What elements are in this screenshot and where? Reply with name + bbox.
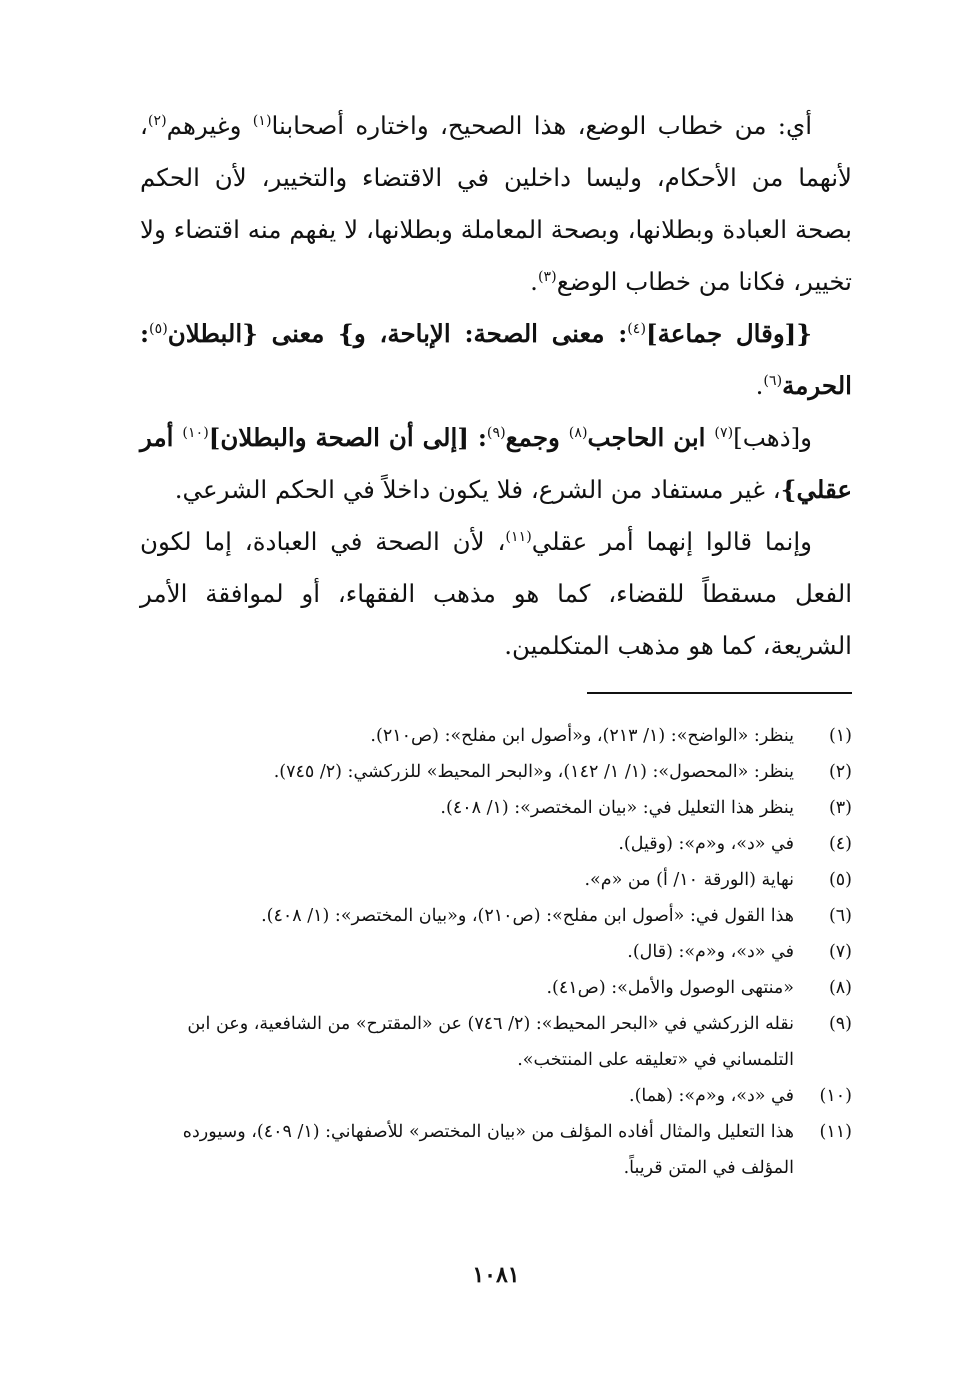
footnote-item (140, 754, 852, 790)
footnote-text: نقله الزركشي في «البحر المحيط»: (٢/ ٧٤٦) عن «المقترح» من الشافعية، وعن ابن التلمساني في «تعليقه على المنتخب». (187, 1014, 794, 1070)
p3-bold-2: وجمع (505, 423, 569, 452)
footnote-ref-8[interactable]: (٨) (568, 424, 588, 441)
page-number: ١٠٨١ (472, 1262, 520, 1288)
footnote-ref-5[interactable]: (٥) (149, 320, 168, 337)
footnote-item (140, 1006, 852, 1078)
p3-text-1: و[ذهب] (733, 423, 812, 452)
paragraph-3 (140, 412, 852, 516)
footnote-item (140, 790, 852, 826)
p1-text-2: وغيرهم (166, 111, 253, 140)
footnote-number: (٢) (828, 762, 852, 782)
footnote-number: (١٠) (819, 1086, 852, 1106)
page-content (140, 100, 852, 1288)
footnote-number: (٧) (828, 942, 852, 962)
p4-text-1: وإنما قالوا إنهما أمر عقلي (531, 527, 812, 556)
p2-text-1: الحرمة (782, 371, 852, 400)
footnote-number: (٦) (828, 906, 852, 926)
footnote-ref-3[interactable]: (٣) (537, 268, 557, 285)
footnote-text: «منتهى الوصول والأمل»: (ص٤١). (546, 978, 794, 998)
footnote-number: (٥) (828, 870, 852, 890)
p3-bold-4: أمر عقلي} (140, 423, 852, 504)
footnote-ref-2[interactable]: (٢) (147, 112, 167, 129)
footnote-separator (587, 692, 852, 694)
footnote-text: نهاية (الورقة ١٠/ أ) من «م». (584, 870, 794, 890)
footnote-number: (٣) (828, 798, 852, 818)
footnote-item (140, 1078, 852, 1114)
footnote-item (140, 1114, 852, 1186)
p2-bold-3: : (140, 319, 150, 348)
footnote-ref-6[interactable]: (٦) (763, 372, 783, 389)
p4-text-2: ، لأن الصحة في العبادة، إما لكون الفعل مسقطاً للقضاء، كما هو مذهب الفقهاء، أو لموافقة الأمر الشريعة، كما هو مذهب المتكلمين. (140, 527, 852, 660)
footnote-ref-11[interactable]: (١١) (505, 528, 532, 545)
footnote-item (140, 898, 852, 934)
footnote-ref-9[interactable]: (٩) (486, 424, 506, 441)
p3-bold-1: ابن الحاجب (587, 423, 715, 452)
footnote-ref-1[interactable]: (١) (252, 112, 272, 129)
p3-bold-3: : [إلى أن الصحة والبطلان] (208, 423, 487, 452)
footnote-text: هذا القول في: «أصول ابن مفلح»: (ص٢١٠)، و«بيان المختصر»: (١/ ٤٠٨). (261, 906, 794, 926)
paragraph-2 (140, 308, 852, 412)
footnote-text: ينظر: «الواضح»: (١/ ٢١٣)، و«أصول ابن مفلح»: (ص٢١٠). (370, 726, 794, 746)
footnote-item (140, 862, 852, 898)
footnote-number: (١١) (819, 1122, 852, 1142)
footnote-text: في «د»، و«م»: (هما). (629, 1086, 794, 1106)
p3-text-2: ، غير مستفاد من الشرع، فلا يكون داخلاً في الحكم الشرعي. (174, 475, 781, 504)
footnote-item (140, 718, 852, 754)
footnote-ref-10[interactable]: (١٠) (182, 424, 209, 441)
footnote-text: ينظر: «المحصول»: (١/ ١/ ١٤٢)، و«البحر المحيط» للزركشي: (٢/ ٧٤٥). (273, 762, 794, 782)
p1-text-4: . (530, 267, 538, 296)
footnote-item (140, 934, 852, 970)
footnote-number: (٨) (828, 978, 852, 998)
p2-bold-2: : معنى الصحة: الإباحة، و} معنى {البطلان (167, 319, 628, 348)
footnote-text: هذا التعليل والمثال أفاده المؤلف من «بيان المختصر» للأصفهاني: (١/ ٤٠٩)، وسيورده المؤلف في المتن قريباً. (182, 1122, 794, 1178)
footnotes-list (140, 718, 852, 1186)
paragraph-4 (140, 516, 852, 672)
footnote-ref-7[interactable]: (٧) (714, 424, 734, 441)
p1-text-1: أي: من خطاب الوضع، هذا الصحيح، واختاره أصحابنا (271, 111, 812, 140)
footnote-number: (٤) (828, 834, 852, 854)
p2-text-2: . (755, 371, 764, 400)
footnote-text: في «د»، و«م»: (وقيل). (618, 834, 794, 854)
footnote-item (140, 970, 852, 1006)
footnote-item (140, 826, 852, 862)
footnote-text: ينظر هذا التعليل في: «بيان المختصر»: (١/ ٤٠٨). (440, 798, 794, 818)
p1-text-3: ، لأنهما من الأحكام، وليسا داخلين في الاقتضاء والتخيير، لأن الحكم بصحة العبادة وبطلانها، وبصحة المعاملة وبطلانها، لا يفهم منه اقتضاء ولا تخيير، فكانا من خطاب الوضع (140, 111, 852, 296)
footnote-number: (٩) (828, 1014, 852, 1034)
footnote-number: (١) (828, 726, 852, 746)
main-text (140, 100, 852, 672)
footnote-ref-4[interactable]: (٤) (627, 320, 646, 337)
p2-bold-1: {[وقال جماعة] (645, 319, 812, 348)
paragraph-1 (140, 100, 852, 308)
footnote-text: في «د»، و«م»: (قال). (627, 942, 794, 962)
